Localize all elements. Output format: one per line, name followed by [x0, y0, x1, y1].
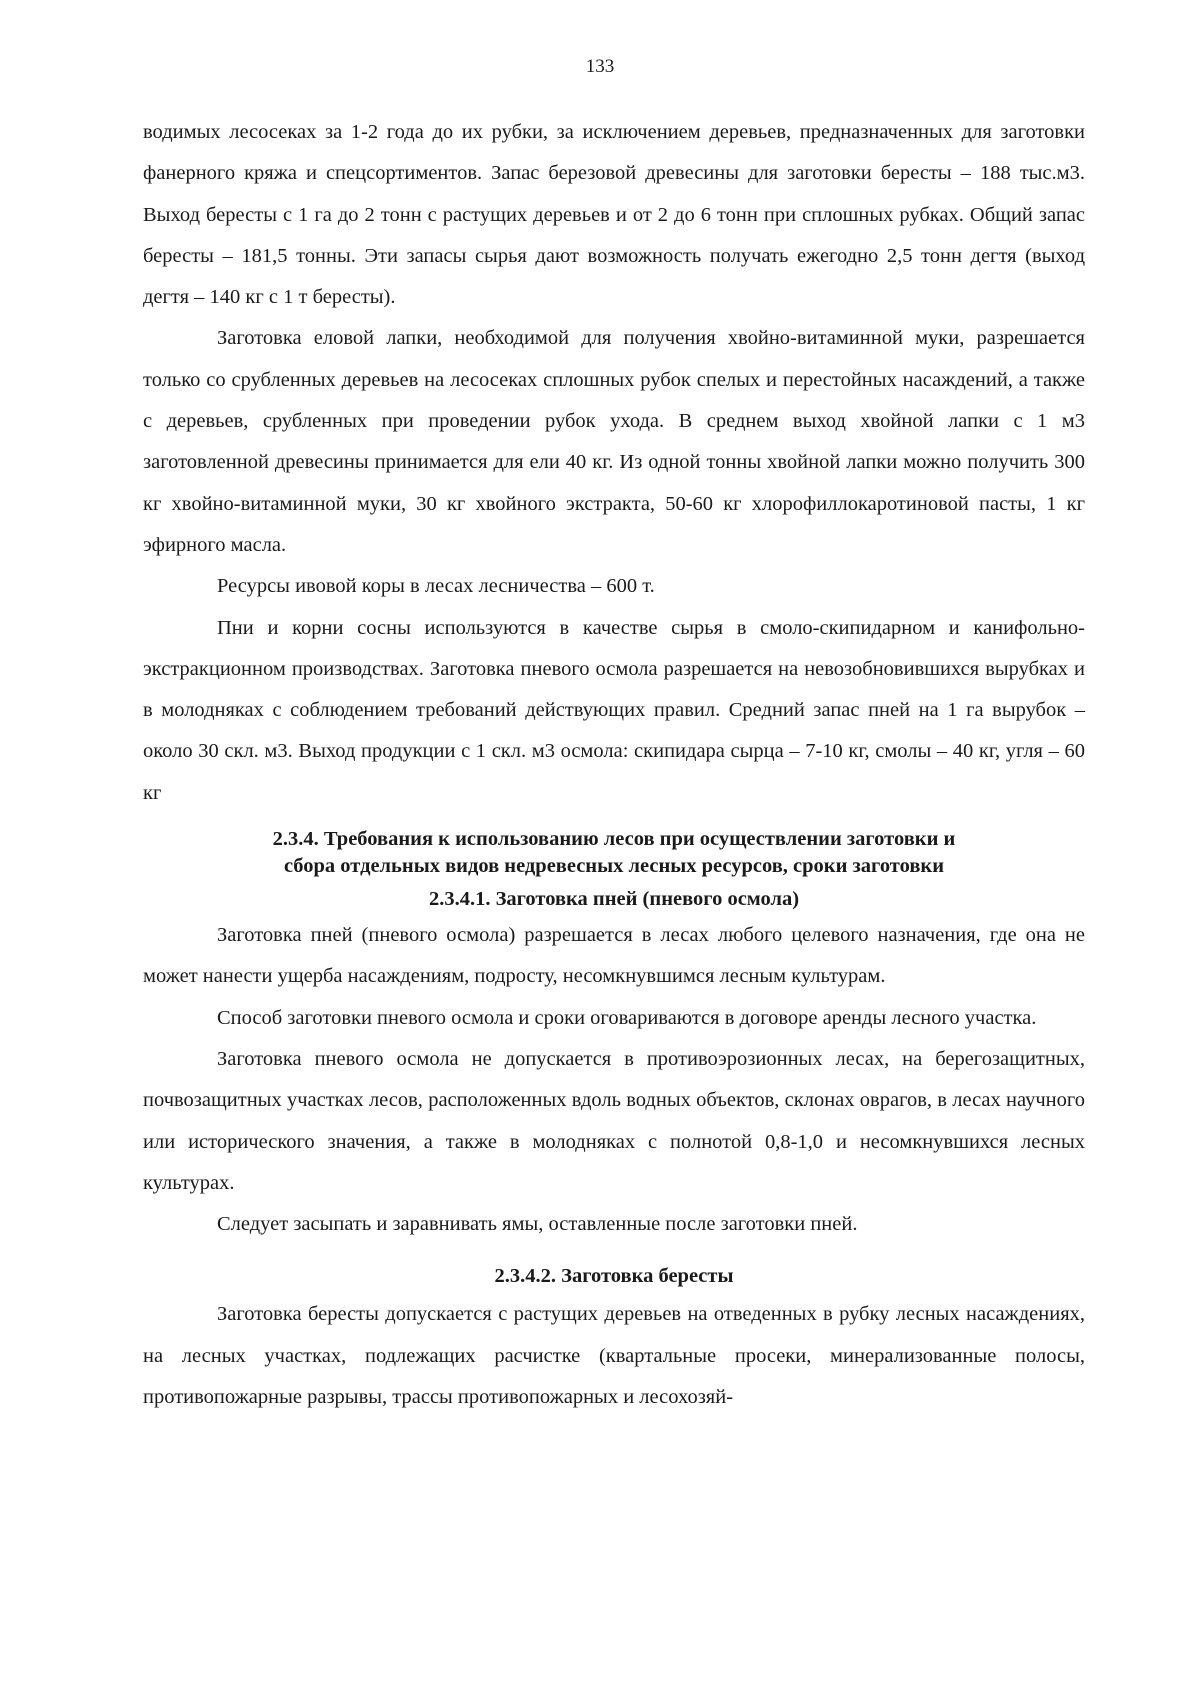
- paragraph-willow-bark: Ресурсы ивовой коры в лесах лесничества – 600 т.: [217, 575, 655, 598]
- paragraph-pine-stumps: Пни и корни сосны используются в качестве сырья в смоло-скипидарном и канифольно-экстракционном производствах. Заготовка пневого осмола разрешается на невозобновившихся вырубках и в молодняках с соблюдением требований действующих правил. Средний запас пней на 1 га вырубок – около 30 скл. м3. Выход продукции с 1 скл. м3 осмола: скипидара сырца – 7-10 кг, смолы – 40 кг, угля – 60 кг: [143, 616, 1085, 804]
- paragraph-pits-filling: Следует засыпать и заравнивать ямы, оставленные после заготовки пней.: [217, 1213, 858, 1236]
- section-heading-line-1: 2.3.4. Требования к использованию лесов при осуществлении заготовки и: [272, 828, 956, 851]
- paragraph-stump-harvest-allowed: Заготовка пней (пневого осмола) разрешается в лесах любого целевого назначения, где она не может нанести ущерба насаждениям, подросту, несомкнувшимся лесным культурам.: [143, 924, 1085, 988]
- paragraph-birch-bark-reserves: водимых лесосеках за 1-2 года до их рубки, за исключением деревьев, предназначенных для заготовки фанерного кряжа и спецсортиментов. Запас березовой древесины для заготовки бересты – 188 тыс.м3. Выход бересты с 1 га до 2 тонн с растущих деревьев и от 2 до 6 тонн при сплошных рубках. Общий запас бересты – 181,5 тонны. Эти запасы сырья дают возможность получать ежегодно 2,5 тонн дегтя (выход дегтя – 140 кг с 1 т бересты).: [143, 121, 1085, 309]
- section-heading-line-2: сбора отдельных видов недревесных лесных ресурсов, сроки заготовки: [283, 855, 945, 878]
- paragraph-birch-bark-harvest: Заготовка бересты допускается с растущих деревьев на отведенных в рубку лесных насаждениях, на лесных участках, подлежащих расчистке (квартальные просеки, минерализованные полосы, противопожарные разрывы, трассы противопожарных и лесохозяй-: [143, 1303, 1085, 1409]
- paragraph-stump-harvest-restrictions: Заготовка пневого осмола не допускается в противоэрозионных лесах, на берегозащитных, почвозащитных участках лесов, расположенных вдоль водных объектов, склонах оврагов, в лесах научного или исторического значения, а также в молодняках с полнотой 0,8-1,0 и несомкнувшихся лесных культурах.: [143, 1047, 1085, 1194]
- subsection-heading-2-3-4-2: 2.3.4.2. Заготовка бересты: [494, 1265, 734, 1288]
- subsection-heading-2-3-4-1: 2.3.4.1. Заготовка пней (пневого осмола): [428, 888, 800, 911]
- section-heading-2-3-4: [143, 826, 1085, 880]
- paragraph-stump-harvest-method: Способ заготовки пневого осмола и сроки оговариваются в договоре аренды лесного участка.: [217, 1006, 1037, 1029]
- page-body: [143, 112, 1085, 1418]
- page-number: 133: [585, 56, 615, 77]
- paragraph-spruce-branches: Заготовка еловой лапки, необходимой для получения хвойно-витаминной муки, разрешается только со срубленных деревьев на лесосеках сплошных рубок спелых и перестойных насаждений, а также с деревьев, срубленных при проведении рубок ухода. В среднем выход хвойной лапки с 1 м3 заготовленной древесины принимается для ели 40 кг. Из одной тонны хвойной лапки можно получить 300 кг хвойно-витаминной муки, 30 кг хвойного экстракта, 50-60 кг хлорофиллокаротиновой пасты, 1 кг эфирного масла.: [143, 327, 1085, 556]
